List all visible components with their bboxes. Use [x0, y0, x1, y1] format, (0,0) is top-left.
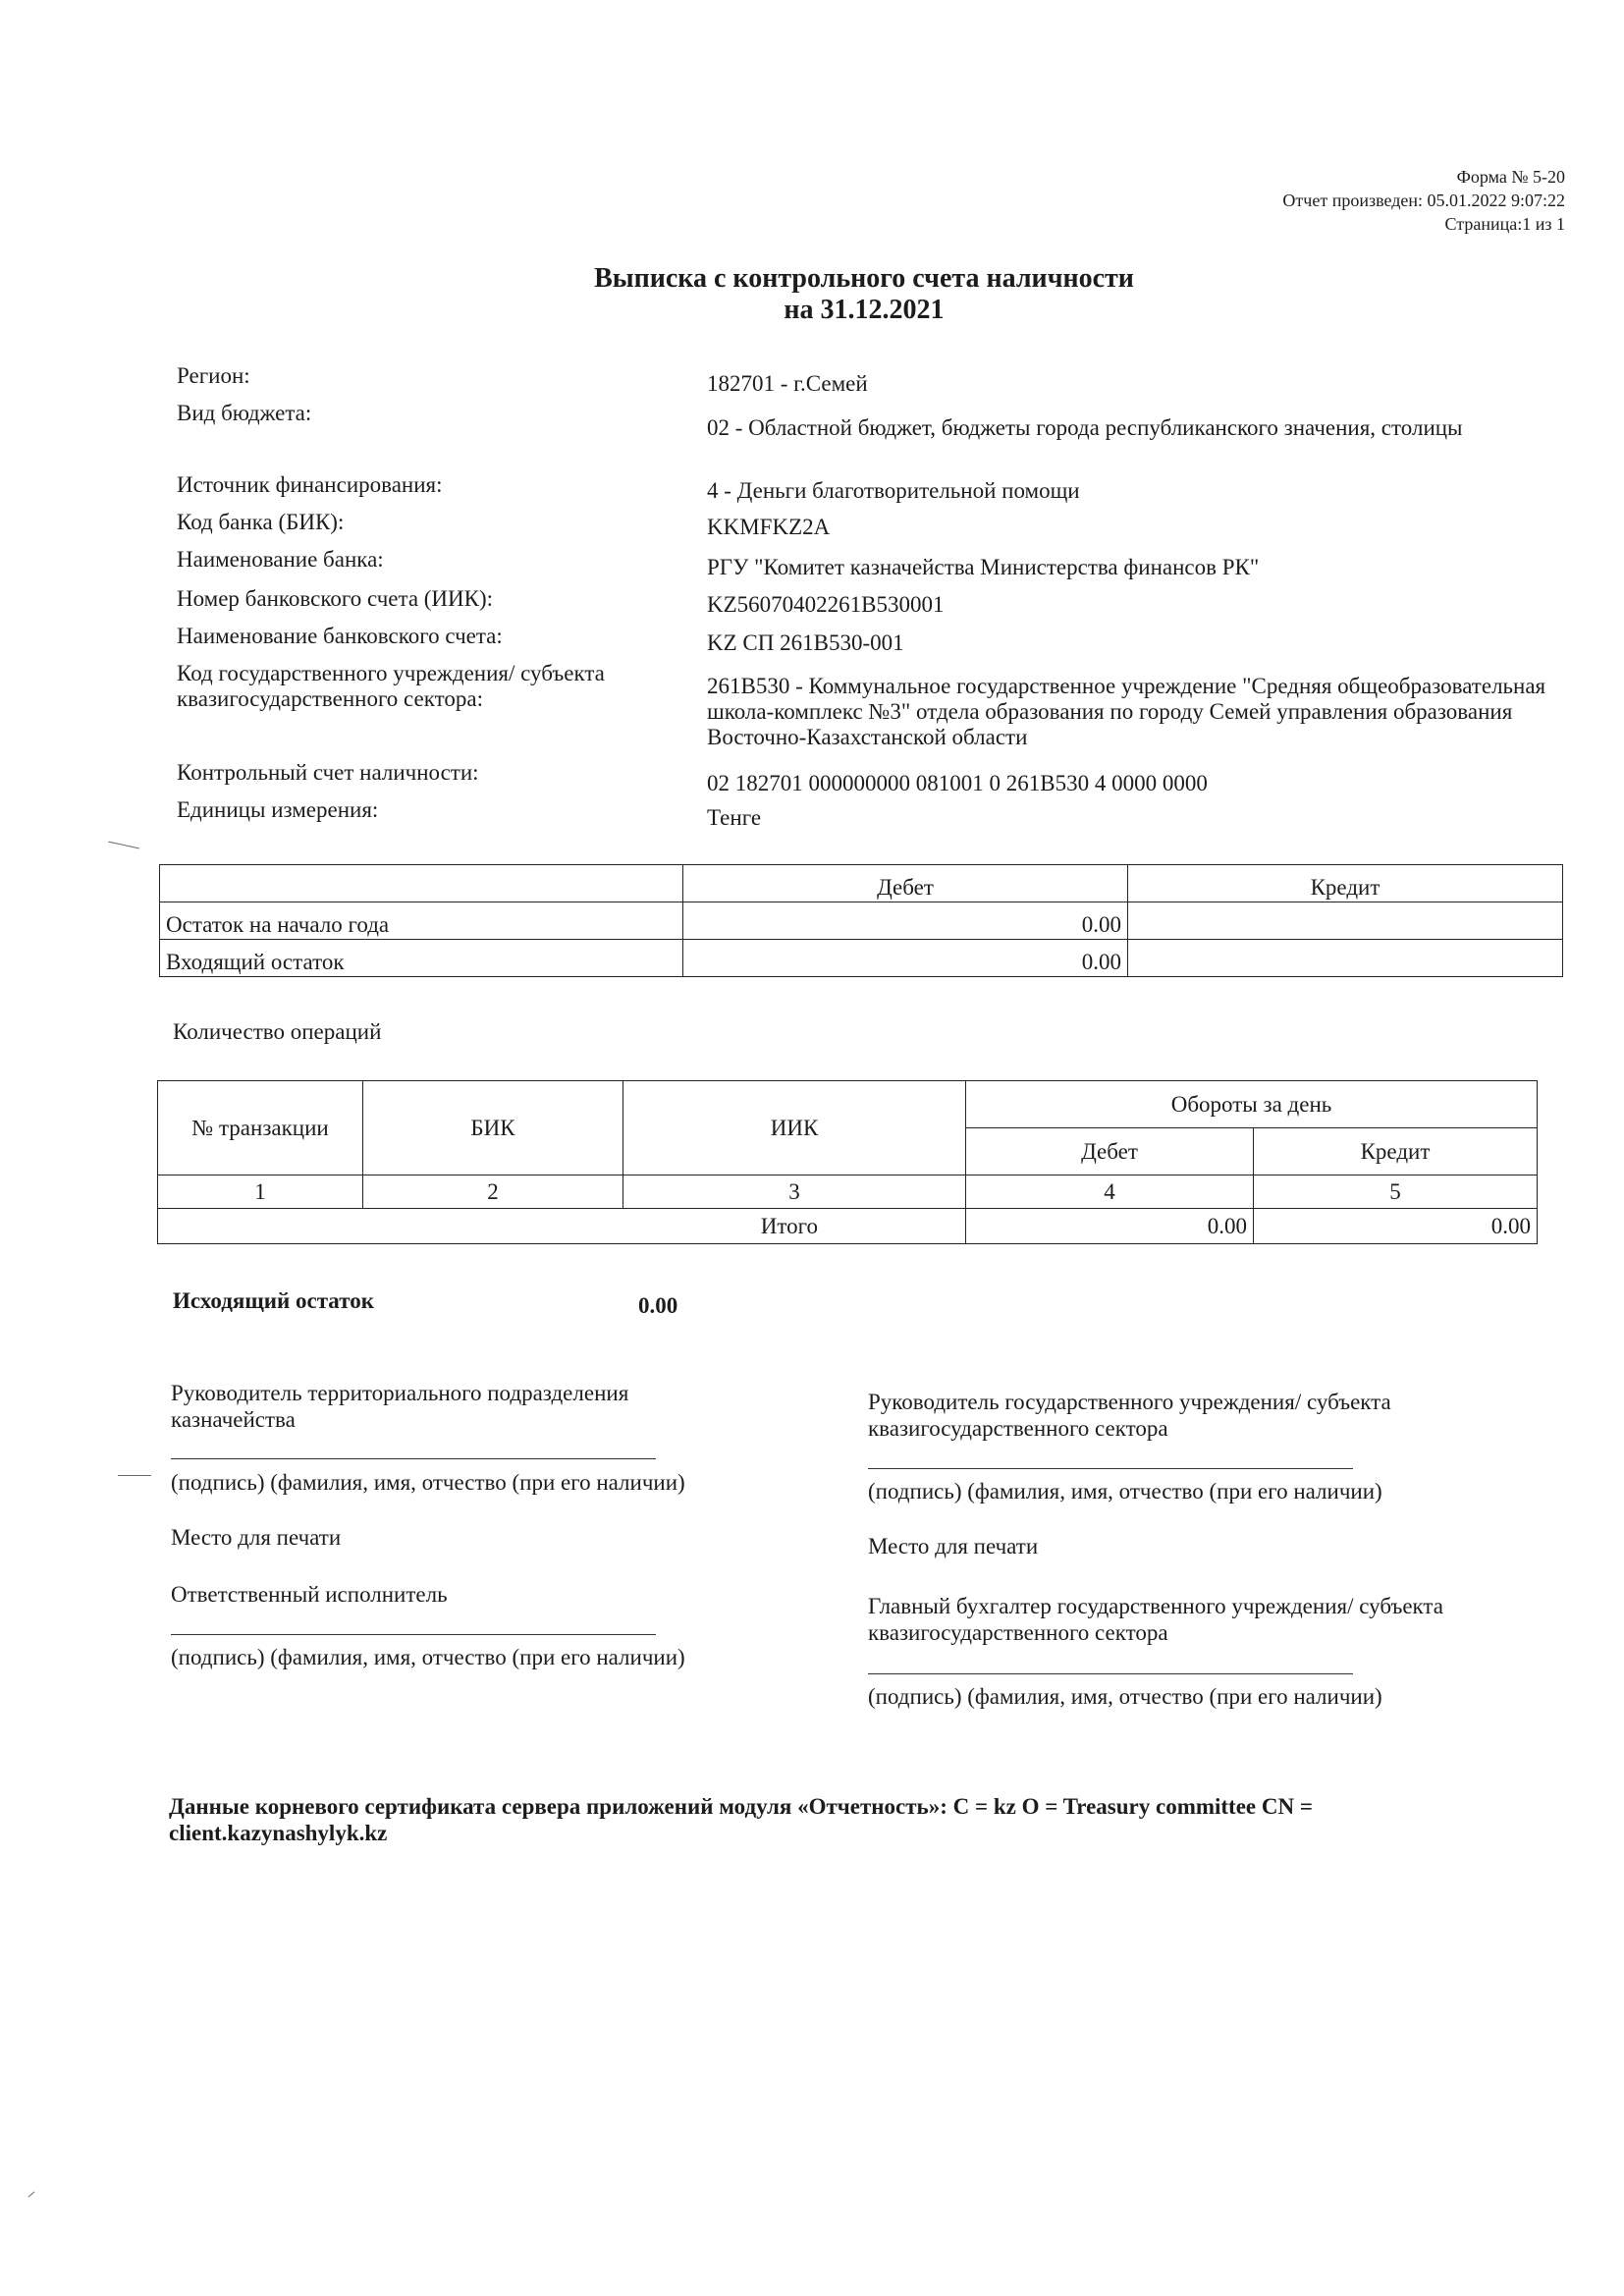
form-number: Форма № 5-20 [1456, 167, 1565, 187]
balance-row-label: Остаток на начало года [160, 902, 683, 940]
ops-num-5: 5 [1254, 1175, 1538, 1209]
title-line-1: Выписка с контрольного счета наличности [594, 263, 1134, 294]
balance-row-debit: 0.00 [683, 902, 1128, 940]
right-acc-signature-line [868, 1673, 1353, 1674]
ops-total-label: Итого [158, 1209, 966, 1244]
left-exec-signature-caption: (подпись) (фамилия, имя, отчество (при его наличии) [171, 1645, 685, 1669]
ops-total-debit: 0.00 [966, 1209, 1254, 1244]
balance-table [159, 864, 1563, 977]
info-label-account-name: Наименование банковского счета: [177, 624, 503, 648]
operations-table [157, 1080, 1538, 1244]
right-stamp-place: Место для печати [868, 1534, 1039, 1558]
ops-header-iik: ИИК [623, 1081, 966, 1175]
info-value-units: Тенге [707, 805, 762, 830]
ops-header-debit: Дебет [966, 1128, 1254, 1175]
balance-header-debit: Дебет [683, 865, 1128, 902]
certificate-info: Данные корневого сертификата сервера приложений модуля «Отчетность»: C = kz O = Treasury committee CN = client.kazynashylyk.kz [169, 1794, 1313, 1845]
left-head-signature-line [171, 1458, 656, 1459]
scan-mark [108, 842, 139, 849]
info-value-iik: KZ56070402261B530001 [707, 592, 945, 617]
ops-header-bik: БИК [363, 1081, 623, 1175]
ops-header-row-1 [158, 1081, 1538, 1128]
info-value-account-name: KZ СП 261B530-001 [707, 630, 904, 655]
ops-total-credit: 0.00 [1254, 1209, 1538, 1244]
balance-header-blank [160, 865, 683, 902]
info-label-iik: Номер банковского счета (ИИК): [177, 586, 494, 611]
left-head-title: Руководитель территориального подразделения казначейства [171, 1381, 629, 1432]
info-label-institution-code: Код государственного учреждения/ субъекта квазигосударственного сектора: [177, 661, 605, 711]
ops-header-turnover: Обороты за день [966, 1081, 1538, 1128]
info-value-region: 182701 - г.Семей [707, 371, 868, 396]
balance-header-credit: Кредит [1128, 865, 1563, 902]
table-row [160, 902, 1563, 940]
balance-row-debit: 0.00 [683, 940, 1128, 977]
closing-balance-value: 0.00 [638, 1293, 678, 1318]
ops-num-4: 4 [966, 1175, 1254, 1209]
left-exec-title: Ответственный исполнитель [171, 1582, 448, 1607]
balance-table-header [160, 865, 1563, 902]
title-line-2: на 31.12.2021 [784, 295, 945, 325]
ops-num-1: 1 [158, 1175, 363, 1209]
info-value-control-account: 02 182701 000000000 081001 0 261B530 4 0000 0000 [707, 771, 1208, 795]
document-title [0, 263, 1624, 326]
info-label-control-account: Контрольный счет наличности: [177, 760, 479, 785]
ops-num-2: 2 [363, 1175, 623, 1209]
ops-header-credit: Кредит [1254, 1128, 1538, 1175]
info-label-budget: Вид бюджета: [177, 401, 312, 425]
right-acc-signature-caption: (подпись) (фамилия, имя, отчество (при его наличии) [868, 1684, 1382, 1709]
ops-num-3: 3 [623, 1175, 966, 1209]
right-head-signature-caption: (подпись) (фамилия, имя, отчество (при его наличии) [868, 1479, 1382, 1503]
info-value-bank-name: РГУ "Комитет казначейства Министерства финансов РК" [707, 555, 1260, 579]
left-head-signature-caption: (подпись) (фамилия, имя, отчество (при его наличии) [171, 1470, 685, 1495]
info-label-bank-name: Наименование банка: [177, 547, 384, 572]
ops-header-txn: № транзакции [158, 1081, 363, 1175]
table-row [160, 940, 1563, 977]
info-value-source: 4 - Деньги благотворительной помощи [707, 478, 1080, 503]
info-value-budget: 02 - Областной бюджет, бюджеты города республиканского значения, столицы [707, 415, 1463, 440]
info-value-bik: KKMFKZ2A [707, 515, 831, 539]
balance-row-label: Входящий остаток [160, 940, 683, 977]
ops-total-row [158, 1209, 1538, 1244]
report-date: Отчет произведен: 05.01.2022 9:07:22 [1282, 191, 1565, 210]
info-label-bik: Код банка (БИК): [177, 510, 345, 534]
right-head-title: Руководитель государственного учреждения/ субъекта квазигосударственного сектора [868, 1390, 1391, 1441]
info-label-region: Регион: [177, 363, 250, 388]
info-label-source: Источник финансирования: [177, 472, 443, 497]
right-head-signature-line [868, 1468, 1353, 1469]
info-label-units: Единицы измерения: [177, 797, 379, 822]
info-value-institution-code: 261B530 - Коммунальное государственное учреждение "Средняя общеобразовательная школа-комплекс №3" отдела образования по городу Семей управления образования Восточно-Казахстанской области [707, 674, 1546, 749]
report-meta [1282, 165, 1565, 236]
left-exec-signature-line [171, 1634, 656, 1635]
right-acc-title: Главный бухгалтер государственного учреждения/ субъекта квазигосударственного сектора [868, 1594, 1443, 1645]
balance-row-credit [1128, 902, 1563, 940]
scan-mark [28, 2192, 35, 2198]
operations-caption: Количество операций [173, 1019, 382, 1044]
left-stamp-place: Место для печати [171, 1525, 342, 1550]
ops-number-row [158, 1175, 1538, 1209]
scan-mark [118, 1475, 151, 1476]
closing-balance-label: Исходящий остаток [173, 1288, 374, 1313]
page-number: Страница:1 из 1 [1444, 214, 1565, 234]
balance-row-credit [1128, 940, 1563, 977]
